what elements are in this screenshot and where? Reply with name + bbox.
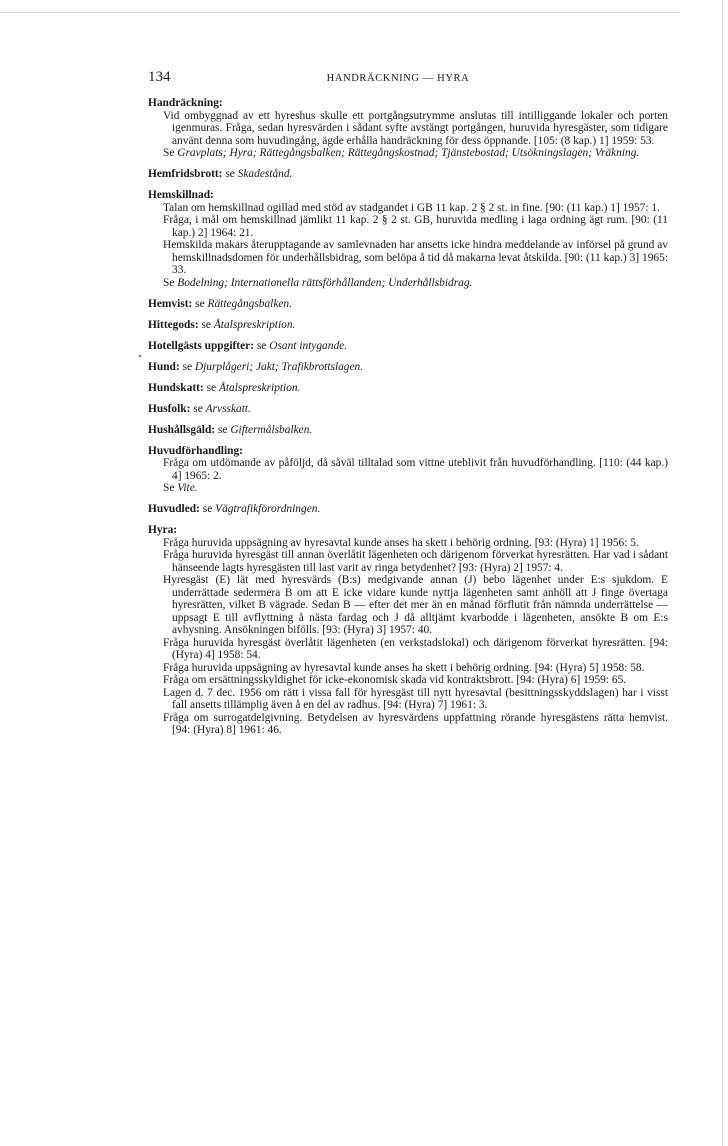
entry-paragraph: Hemskilda makars återupptagande av samlevnaden har ansetts icke hindra meddelande av införsel på grund av hemskillnadsdomen för underhållsbidrag, som belöpa å tid då makarna levat åtskilda. [90: (11 kap.) 3] 1965: 33. [163, 239, 668, 276]
see-references: Bodelning; Internationella rättsförhållanden; Underhållsbidrag. [177, 276, 473, 289]
entry-term: Hund: [148, 360, 180, 373]
see-references: Vite. [177, 482, 198, 494]
entry-hemvist [148, 298, 668, 311]
entry-paragraph: Fråga huruvida hyresgäst överlåtit lägenheten (en verkstadslokal) och därigenom förverkat hyresrätten. [94: (Hyra) 4] 1958: 54. [163, 636, 668, 661]
entry-huvudforhandling [148, 445, 668, 495]
entry-term: Husfolk: [148, 402, 191, 415]
see-prefix: se [256, 339, 267, 352]
see-references: Vägtrafikförordningen. [215, 503, 321, 515]
see-references: Gravplats; Hyra; Rättegångsbalken; Rättegångskostnad; Tjänstebostad; Utsökningslagen; Vräkning. [177, 147, 640, 159]
see-prefix: Se [163, 147, 175, 159]
see-prefix: se [202, 503, 213, 515]
entry-paragraph: Fråga huruvida uppsägning av hyresavtal kunde anses ha skett i behörig ordning. [93: (Hyra) 1] 1956: 5. [163, 536, 639, 549]
see-prefix: se [225, 168, 235, 180]
see-references: Skadestånd. [237, 168, 293, 180]
see-prefix: se [206, 381, 217, 394]
entry-hemfridsbrott [148, 168, 668, 181]
page-number: 134 [148, 69, 171, 85]
entry-term: Hemfridsbrott: [148, 168, 223, 180]
entry-paragraph: Fråga, i mål om hemskillnad jämlikt 11 kap. 2 § 2 st. GB, huruvida medling i laga ordning ägt rum. [90: (11 kap.) 2] 1964: 21. [163, 214, 668, 239]
see-prefix: Se [163, 276, 175, 289]
entry-paragraph: Vid ombyggnad av ett hyreshus skulle ett portgångsutrymme anslutas till intilliggande lokaler och porten igenmuras. Fråga, sedan hyresvärden i sådant syfte avstängt portgången, huruvida hyresgäster, som tidigare använt denna som huvudingång, ägde erhålla handräckning för dess öppnande. [105: (8 kap.) 1] 1959: 53. [163, 109, 668, 147]
entry-hyra [148, 524, 668, 737]
entry-paragraph: Fråga om surrogatdelgivning. Betydelsen av hyresvärdens uppfattning rörande hyresgästens rätta hemvist. [94: (Hyra) 8] 1961: 46. [163, 711, 668, 736]
entry-paragraph: Fråga om utdömande av påföljd, då såväl tilltalad som vittne uteblivit från huvudförhandling. [110: (44 kap.) 4] 1965: 2. [163, 457, 668, 482]
see-references: Osant intygande. [269, 339, 348, 352]
entry-hemskillnad [148, 189, 668, 289]
entry-paragraph: Hyresgäst (E) lät med hyresvärds (B:s) medgivande annan (J) bebo lägenhet under E:s sjukdom. E underrättade sedermera B om att E icke vidare kunde nyttja lägenheten samt anhöll att J finge övertaga hyresrätten, vilket B vägrade. Sedan B — efter det mer än en månad förflutit från nämnda underrättelse — uppsagt E till avflyttning å nästa fardag och J då alltjämt kvarbodde i lägenheten, ansökte B om E:s avhysning. Ansökningen bifölls. [93: (Hyra) 3] 1957: 40. [163, 574, 668, 636]
entry-term: Hemvist: [148, 297, 193, 310]
page-header [148, 69, 668, 85]
entry-hundskatt [148, 382, 668, 395]
entry-term: Huvudled: [148, 503, 200, 515]
see-references: Arvsskatt. [205, 402, 251, 415]
entry-term: Hotellgästs uppgifter: [148, 339, 254, 352]
entry-term: Hyra: [148, 524, 178, 536]
entry-paragraph: Talan om hemskillnad ogillad med stöd av stadgandet i GB 11 kap. 2 § 2 st. in fine. [90: (11 kap.) 1] 1957: 1. [163, 201, 660, 214]
see-prefix: se [182, 360, 193, 373]
entry-husfolk [148, 403, 668, 416]
see-references: Rättegångsbalken. [207, 297, 292, 310]
see-references: Åtalspreskription. [213, 318, 296, 331]
entry-hotellgasts-uppgifter [148, 340, 668, 353]
scan-speck [139, 355, 141, 357]
index-content [148, 97, 668, 745]
see-references: Djurplågeri; Jakt; Trafikbrottslagen. [194, 360, 364, 373]
see-prefix: Se [163, 482, 175, 494]
running-title: HANDRÄCKNING — HYRA [326, 73, 470, 84]
entry-paragraph: Lagen d. 7 dec. 1956 om rätt i vissa fall för hyresgäst till nytt hyresavtal (besittningsskyddslagen) har i visst fall ansetts tillämplig även å en del av radhus. [94: (Hyra) 7] 1961: 3. [163, 686, 668, 711]
see-prefix: se [201, 318, 211, 331]
see-prefix: se [217, 423, 228, 436]
entry-term: Hemskillnad: [148, 189, 214, 201]
see-prefix: se [195, 297, 205, 310]
entry-see-also [148, 482, 668, 495]
entry-paragraph: Fråga om ersättningsskyldighet för icke-ekonomisk skada vid kontraktsbrott. [94: (Hyra) 6] 1959: 65. [163, 674, 627, 686]
entry-term: Hundskatt: [148, 381, 204, 394]
entry-hushallsgald [148, 424, 668, 437]
entry-term: Hittegods: [148, 318, 199, 331]
entry-huvudled [148, 503, 668, 516]
scan-edge-top [0, 12, 680, 13]
entry-handrackning [148, 97, 668, 160]
entry-hittegods [148, 319, 668, 332]
entry-hund [148, 361, 668, 374]
see-references: Giftermålsbalken. [230, 423, 313, 436]
scan-edge-right [722, 0, 723, 1146]
see-references: Åtalspreskription. [218, 381, 301, 394]
see-prefix: se [193, 402, 203, 415]
entry-paragraph: Fråga huruvida uppsägning av hyresavtal kunde anses ha skett i behörig ordning. [94: (Hyra) 5] 1958: 58. [163, 661, 645, 674]
entry-see-also [148, 277, 668, 290]
entry-term: Huvudförhandling: [148, 444, 243, 457]
entry-paragraph: Fråga huruvida hyresgäst till annan överlåtit lägenheten och därigenom förverkat hyresrätten. Har vad i sådant hänseende lagts hyresgästen till last varit av ringa betydenhet? [93: (Hyra) 2] 1957: 4. [163, 549, 668, 574]
entry-term: Handräckning: [148, 97, 223, 109]
entry-see-also [148, 147, 668, 160]
entry-term: Hushållsgäld: [148, 423, 216, 436]
